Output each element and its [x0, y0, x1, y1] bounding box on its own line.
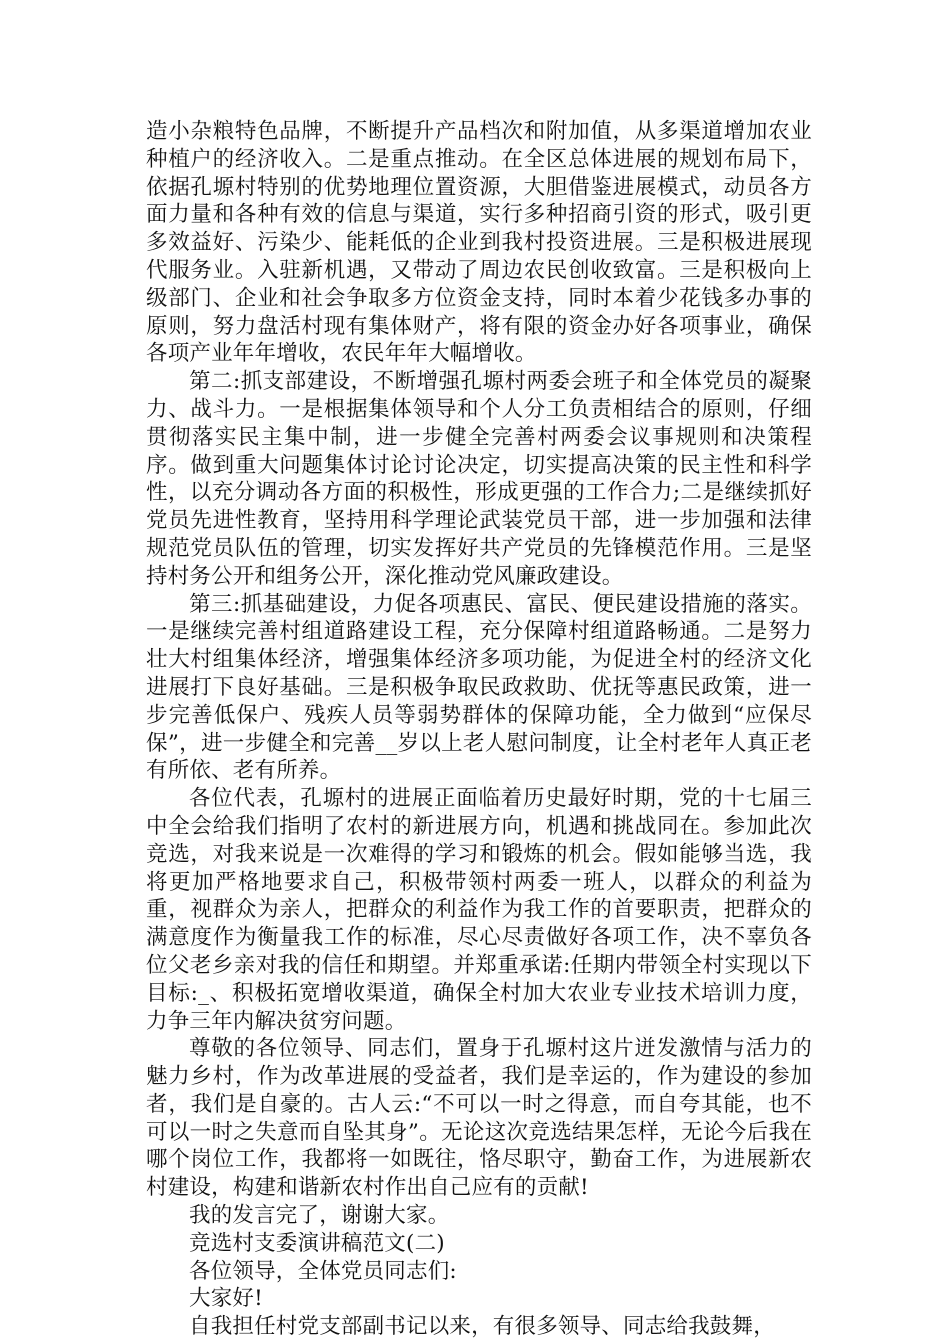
paragraph-opening: 自我担任村党支部副书记以来，有很多领导、同志给我鼓舞， — [189, 1314, 775, 1340]
paragraph-closing: 我的发言完了，谢谢大家。 — [189, 1203, 450, 1229]
paragraph-respected-leaders: 尊敬的各位领导、同志们，置身于孔塬村这片迸发激情与活力的魅力乡村，作为改革进展的受益者，我们是幸运的，作为建设的参加者，我们是自豪的。古人云:“不可以一时之得意，而自夸其能，也不可以一时之失意而自坠其身”。无论这次竞选结果怎样，无论今后我在哪个岗位工作，我都将一如既往，恪尽职守，勤奋工作，为进展新农村建设，构建和谐新农村作出自己应有的贡献! — [146, 1036, 812, 1201]
paragraph-continued: 造小杂粮特色品牌，不断提升产品档次和附加值，从多渠道增加农业种植户的经济收入。二是重点推动。在全区总体进展的规划布局下，依据孔塬村特别的优势地理位置资源，大胆借鉴进展模式，动员各方面力量和各种有效的信息与渠道，实行多种招商引资的形式，吸引更多效益好、污染少、能耗低的企业到我村投资进展。三是积极进展现代服务业。入驻新机遇，又带动了周边农民创收致富。三是积极向上级部门、企业和社会争取多方位资金支持，同时本着少花钱多办事的原则，努力盘活村现有集体财产，将有限的资金办好各项事业，确保各项产业年年增收，农民年年大幅增收。 — [146, 119, 812, 367]
paragraph-second-task: 第二:抓支部建设，不断增强孔塬村两委会班子和全体党员的凝聚力、战斗力。一是根据集体领导和个人分工负责相结合的原则，仔细贯彻落实民主集中制，进一步健全完善村两委会议事规则和决策程序。做到重大问题集体讨论讨论决定，切实提高决策的民主性和科学性，以充分调动各方面的积极性，形成更强的工作合力;二是继续抓好党员先进性教育，坚持用科学理论武装党员干部，进一步加强和法律规范党员队伍的管理，切实发挥好共产党员的先锋模范作用。三是坚持村务公开和组务公开，深化推动党风廉政建设。 — [146, 369, 812, 589]
salutation: 各位领导，全体党员同志们: — [189, 1258, 457, 1284]
greeting: 大家好! — [189, 1286, 263, 1312]
section-title: 竞选村支委演讲稿范文(二) — [189, 1230, 445, 1256]
paragraph-representatives: 各位代表，孔塬村的进展正面临着历史最好时期，党的十七届三中全会给我们指明了农村的新进展方向，机遇和挑战同在。参加此次竞选，对我来说是一次难得的学习和锻炼的机会。假如能够当选，我将更加严格地要求自己，积极带领村两委一班人，以群众的利益为重，视群众为亲人，把群众的利益作为我工作的首要职责，把群众的满意度作为衡量我工作的标准，尽心尽责做好各项工作，决不辜负各位父老乡亲对我的信任和期望。并郑重承诺:任期内带领全村实现以下目标:_、积极拓宽增收渠道，确保全村加大农业专业技术培训力度，力争三年内解决贫穷问题。 — [146, 786, 812, 1034]
paragraph-third-task: 第三:抓基础建设，力促各项惠民、富民、便民建设措施的落实。一是继续完善村组道路建设工程，充分保障村组道路畅通。二是努力壮大村组集体经济，增强集体经济多项功能，为促进全村的经济文化进展打下良好基础。三是积极争取民政救助、优抚等惠民政策，进一步完善低保户、残疾人员等弱势群体的保障功能，全力做到“应保尽保”，进一步健全和完善__岁以上老人慰问制度，让全村老年人真正老有所依、老有所养。 — [146, 591, 812, 784]
document-page — [146, 118, 812, 1341]
